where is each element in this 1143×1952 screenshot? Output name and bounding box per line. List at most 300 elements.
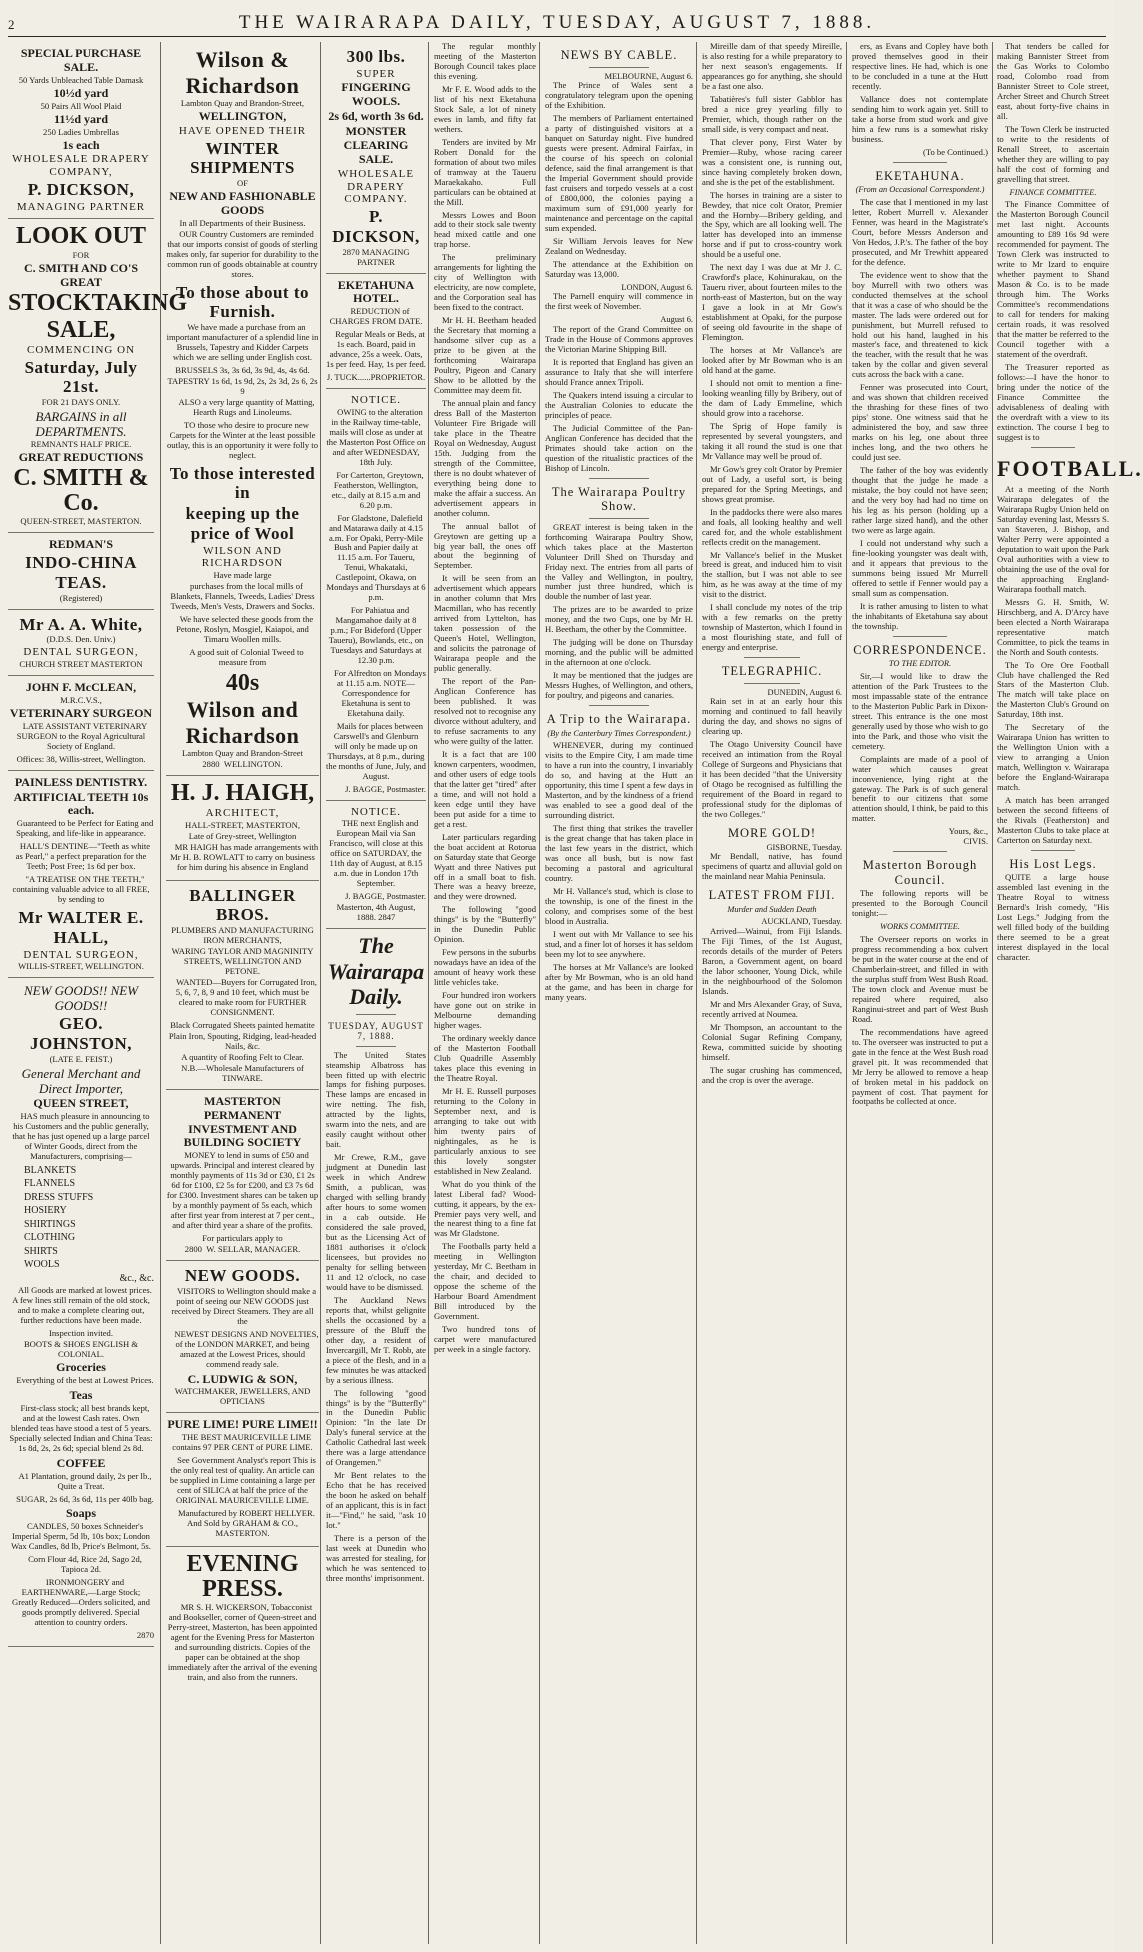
johnston-address: QUEEN STREET, — [33, 1096, 129, 1110]
football-paragraph: Messrs G. H. Smith, W. Hirschberg, and A. D'Arcy have been elected a North Wairarapa representative match Committee, to pick the teams in the North and South contests. — [997, 596, 1109, 657]
article-paragraph: The Auckland News reports that, whilst gelignite shells the occasioned by a pressure of the Bluff the other day, a resident of Invercargill, Mr T. Robb, ate a piece of the flesh, and in a few minutes he was attacked by a serious illness. — [326, 1294, 426, 1385]
wool-price: 2s 6d, worth 3s 6d. — [328, 109, 424, 124]
white-title: DENTAL SURGEON, — [23, 646, 139, 659]
fiji-subheading: Murder and Sudden Death — [727, 904, 817, 914]
lime-text: THE BEST MAURICEVILLE LIME contains 97 PER CENT of PURE LIME. — [172, 1432, 313, 1453]
dickson-number: 2870 — [342, 246, 360, 257]
divider — [1031, 447, 1076, 448]
trip-paragraph: The horses at Mr Vallance's are looked after by Mr Bowman, who is an old hand at the game, and has been in charge for many years. — [545, 961, 693, 1002]
newspaper-title: THE WAIRARAPA DAILY, TUESDAY, AUGUST 7, 1888. — [238, 12, 876, 33]
council-paragraph: The Finance Committee of the Masterton Borough Council met last night. Accounts amounting to £89 16s 9d were recommended for payment. The Town Clerk was instructed to write to Mr Izard to enquire whether payment to Shand Mason & Co. is to be made through him. The Works Committee's recommendations to call for tenders for making certain roads, it was resolved that the matter be referred to the Council together with a statement of the overdraft. — [997, 199, 1109, 359]
telegraphic-paragraph: Mr and Mrs Alexander Gray, of Suva, recently arrived at Noumea. — [702, 999, 842, 1019]
article-paragraph: Mr H. E. Russell purposes returning to the Colony in September next, and is arranging to take out with him twenty pairs of nightingales, as he is particularly anxious to see this lovely songster established in New Zealand. — [434, 1085, 536, 1176]
wr2-address: Lambton Quay and Brandon-Street — [182, 748, 303, 759]
wr2-city — [166, 760, 319, 770]
furnish-text: We have made a purchase from an important manufacturer of a splendid line in Brussels, Tapestry and Kidder Carpets which we are selling under English cost. — [166, 322, 319, 363]
haigh-name: H. J. HAIGH, — [170, 779, 315, 806]
black-iron: Black Corrugated Sheets painted hematite — [170, 1019, 315, 1030]
divider — [356, 1046, 396, 1047]
ludwig-name: C. LUDWIG & SON, — [187, 1371, 298, 1386]
trip-paragraph: In the paddocks there were also mares and foals, all looking healthy and well cared for, and the whole establishment reflects credit on the management. — [702, 506, 842, 547]
mails-text: For Carterton, Greytown, Featherston, Wellington, etc., daily at 8.15 a.m and 6.20 p.m. — [331, 469, 424, 510]
wool-plaid-line: 50 Pairs All Wool Plaid — [40, 100, 122, 111]
letter-closing: Yours, &c., — [948, 826, 988, 837]
for-word: FOR — [72, 249, 90, 260]
article-paragraph: The Footballs party held a meeting in Wellington yesterday, Mr C. Beetham in the chair, and decided to oppose the scheme of the Harbour Board Amendment Bill introduced by the Government. — [434, 1241, 536, 1322]
painless-heading: PAINLESS DENTISTRY. — [14, 774, 148, 789]
johnston-ad — [8, 978, 154, 1647]
wholesale-drapery: WHOLESALE DRAPERY COMPANY. — [337, 167, 415, 206]
wr-city: WELLINGTON, — [198, 109, 287, 123]
haigh-architect-ad — [166, 776, 319, 881]
goods-list — [8, 1165, 154, 1286]
coffee-text: A1 Plantation, ground daily, 2s per lb., Quite a Treat. — [18, 1470, 152, 1491]
teas-heading: Teas — [69, 1387, 93, 1402]
artificial-teeth: ARTIFICIAL TEETH 10s each. — [13, 789, 149, 818]
painless-dentistry-ad — [8, 771, 154, 979]
dickson-name-2: P. DICKSON, — [332, 207, 420, 246]
trip-paragraph: Mr H. Vallance's stud, which is close to the township, is one of the finest in the colony, and comprises some of the best blood in Australia. — [545, 885, 693, 926]
article-paragraph: Messrs Lowes and Boon add to their stock sale twenty head mixed cattle and one trap horse. — [434, 209, 536, 250]
wr-signature: WILSON AND RICHARDSON — [201, 544, 284, 570]
wr2-number: 2880 — [202, 759, 220, 769]
list-item: SHIRTINGS — [24, 1218, 76, 1230]
ballinger-address: WARING TAYLOR AND MAGNINITY STREETS, WELLINGTON AND PETONE. — [171, 946, 314, 977]
article-paragraph: Two hundred tons of carpet were manufactured per week in a single factory. — [434, 1324, 536, 1355]
list-item: SHIRTS — [24, 1245, 58, 1257]
umbrellas-line: 250 Ladies Umbrellas — [43, 126, 119, 137]
more-gold-heading: MORE GOLD! — [727, 826, 817, 841]
mails-more-2: For Pahiatua and Mangamahoe daily at 8 p.m.; For Bideford (Upper Taueru), Bowlands, etc., on Tuesdays and Saturdays at 12.30 p.m. — [328, 605, 424, 666]
trip-subheading: (By the Canterbury Times Correspondent.) — [547, 728, 691, 738]
trip-paragraph: Mr Vallance's belief in the Musket breed is great, and induced him to visit the stallion, but I was not able to see him, as he was away at the time of my visit to the district. — [702, 549, 842, 600]
newest-text: NEWEST DESIGNS AND NOVELTIES, of the LONDON MARKET, and being amazed at the Lowest Prices, should commend ready sale. — [174, 1328, 319, 1369]
hall-address: WILLIS-STREET, WELLINGTON. — [18, 961, 144, 972]
haigh-text: MR HAIGH has made arrangements with Mr H. B. ROWLATT to carry on business for him during his absence in England — [170, 841, 319, 872]
departments-line: In all Departments of their Business. — [179, 217, 306, 228]
article-paragraph: Mr Crewe, R.M., gave judgment at Dunedin last week in which Andrew Smith, a publican, was charged with selling brandy after hours to some women in a cab outside. He considered the sale proved, but as the Licensing Act of 1881 authorises it o'clock licensees, but provides no penalty for selling between 11 and 12 o'clock, no case would have to be dismissed. — [326, 1152, 426, 1292]
selected-text: We have selected these goods from the Petone, Roslyn, Mosgiel, Kaiapoi, and Timaru Woollen mills. — [176, 613, 314, 644]
english-mail-ad — [326, 801, 426, 929]
white-degree: (D.D.S. Den. Univ.) — [46, 634, 116, 645]
cable-paragraph: The members of Parliament entertained a party of distinguished visitors at a banquet on Saturday night. Five hundred guests were present. Admiral Fairfax, in the course of his speech on colonial defence, said the final arrangement is that the Imperial Government should provide fast cruisers and torpedo vessels at a cost of £800,000, the colonies paying a maximum sum of £91,000 yearly for maintenance and percentage on the capital sum expended. — [545, 113, 693, 233]
society-name: MASTERTON PERMANENT INVESTMENT AND BUILDING SOCIETY — [183, 1093, 302, 1150]
sugar-text: SUGAR, 2s 6d, 3s 6d, 11s per 40lb bag. — [16, 1493, 154, 1504]
stocktaking-heading: STOCKTAKING — [8, 290, 188, 317]
telegraphic-heading: TELEGRAPHIC. — [721, 664, 823, 679]
divider — [1031, 850, 1076, 851]
council-paragraph: The Treasurer reported as follows:—I have the honor to bring under the notice of the Finance Committee the advisableness of dealing with the overdraft with a view to its extinction. The course I beg to suggest is to — [997, 361, 1109, 442]
cable-paragraph: The Parnell enquiry will commence in the first week of November. — [545, 291, 693, 312]
vet-text: LATE ASSISTANT VETERINARY SURGEON to the Royal Agricultural Society of England. — [16, 720, 148, 751]
list-item: CLOTHING — [24, 1232, 76, 1244]
wr-brand: Wilson & Richardson — [185, 47, 300, 98]
article-paragraph: It will be seen from an advertisement which appears in another column that Mrs Macmillan, who has recently arrived from Lyttelton, has taken possession of the Queen's Hotel, Wellington, and solicits the patronage of Wairarapa people and the public generally. — [434, 573, 536, 674]
evening-press-heading: EVENING PRESS. — [186, 1550, 299, 1603]
article-paragraph: The annual plain and fancy dress Ball of the Masterton Volunteer Fire Brigade will take place in the Theatre Royal on Wednesday, August 15th. Judging from the strength of the Committee, there is no doubt whatever of everything being done to make the affair a success. An advertisement appears in another column. — [434, 397, 536, 518]
article-paragraph: The following "good things" is by the "Butterfly" in the Dunedin Public Opinion: "In the late Dr Daly's funeral service at the Catholic Cathedral last week there was a large attendance of Orangemen." — [326, 1387, 426, 1468]
redmans-teas-ad — [8, 533, 154, 609]
great-word: GREAT — [60, 275, 102, 290]
show-paragraph: It may be mentioned that the judges are Messrs Hughes, of Wellington, and others, for poultry, and pigeons and canaries. — [545, 670, 693, 701]
article-paragraph: The United States steamship Albatross has been fitted up with electric lamps for fishing purposes. These lamps are encased in wire netting. The fish, attracted by the lights, swarm into the nets, and are easily caught without other bait. — [326, 1049, 426, 1150]
commencing-on: COMMENCING ON — [26, 343, 136, 356]
keeping-heading: keeping up the price of Wool — [185, 504, 300, 543]
inspection-invited: Inspection invited. — [49, 1328, 113, 1339]
football-heading: FOOTBALL. — [997, 455, 1143, 481]
haigh-address: HALL-STREET, MASTERTON, — [185, 819, 300, 830]
works-committee-heading: WORKS COMMITTEE. — [879, 922, 961, 932]
column-6-trip-continued — [696, 42, 847, 1944]
show-paragraph: GREAT interest is being taken in the forthcoming Wairarapa Poultry Show, which takes place at the Masterton Volunteer Drill Shed on Thursday and Friday next. The entries from all parts of the Valley and Wellington, in poultry, number just three hundred, which is double the number of last year. — [545, 521, 693, 602]
to-be-continued: (To be Continued.) — [922, 146, 988, 157]
cable-paragraph: The Judicial Committee of the Pan-Anglican Conference has decided that the Primates should take action on the question of the ritualistic practices of the Bishop of Lincoln. — [545, 422, 693, 473]
divider — [744, 683, 800, 684]
ballinger-name: BALLINGER BROS. — [189, 885, 296, 925]
boots-shoes: BOOTS & SHOES ENGLISH & COLONIAL. — [23, 1339, 139, 1360]
list-tail: &c., &c. — [119, 1272, 154, 1284]
white-address: CHURCH STREET MASTERTON — [19, 659, 143, 670]
page-number-right — [1046, 33, 1106, 36]
groceries-heading: Groceries — [56, 1360, 106, 1375]
council-paragraph: The Town Clerk be instructed to write to the residents of Renall Street, to ascertain whether they are willing to pay half the cost of forming and gravelling that street. — [997, 123, 1109, 184]
council-paragraph: The recommendations have agreed to. The overseer was instructed to put a gate in the fence at the West Bush road gravel pit. It was recommended that Mr Jerry be allowed to remove a heap of broken metal in his paddock on payment of cost. That payment for footpaths be collected at once. — [852, 1026, 988, 1107]
ad-number: 2870 — [136, 1630, 154, 1641]
london-dateline: LONDON, August 6. — [621, 282, 693, 292]
johnston-name: GEO. JOHNSTON, — [30, 1014, 132, 1054]
carpets-text: TO those who desire to procure new Carpets for the Winter at the least possible outlay, this is an opportunity it were folly to neglect. — [166, 419, 318, 460]
reduction-text: REDUCTION of CHARGES FROM DATE. — [329, 306, 423, 327]
article-paragraph: It is a fact that are 100 known carpenters, woodmen, and other users of edge tools that the latter get "tired" after a time, and will not hold a keen edge until they have been put aside for a time to get a rest. — [434, 748, 536, 829]
money-text: MONEY to lend in sums of £50 and upwards. Principal and interest cleared by monthly payments of 11s 3d or £30, £1 2s 6d for £100, £2 5s for £200, and £3 7s 6d for £300. Investment shares can be taken up by a monthly payment of 5s each, which after first year from interest at 7 per cent., and after third year a share of the profits. — [166, 1150, 319, 1231]
melbourne-dateline: MELBOURNE, August 6. — [604, 71, 693, 81]
trip-paragraph: Mr Gow's grey colt Orator by Premier out of Lady, a useful sort, is being prepared for the Spring Meetings, and shows great promise. — [702, 463, 842, 504]
divider — [893, 851, 947, 852]
umbrella-price: 1s each — [62, 137, 100, 152]
article-paragraph: There is a person of the last week at Dunedin who was arrested for stealing, for which he was sentenced to three months' imprisonment. — [326, 1533, 426, 1583]
trip-paragraph: The horses in training are a sister to Bewdey, that nice colt Orator, Premier and the Hornby—Bribery gelding, and the Spy, which are all looking well. The latter has developed into an immense horse and if put to cross-country work should be a useful one. — [702, 189, 842, 260]
sellar-name: W. SELLAR, MANAGER. — [206, 1244, 301, 1255]
column-2-advertisements — [160, 42, 324, 1944]
purchases-text: purchases from the local mills of Blankets, Flannels, Tweeds, Ladies' Dress Tweeds, Men's Vests, Drawers and Socks. — [170, 581, 315, 611]
council-paragraph: The Overseer reports on works in progress recommending a box culvert be put in the water course at the end of Chamberlain-street, and filled in with the surplus stuff from West Bush Road. The town clock and Avenue must be repaired where required, also Ranginui-street and part of West Bush Road. — [852, 933, 988, 1024]
meals-text: Regular Meals or Beds, at 1s each. Board, paid in advance, 25s a week. Oats, 1s per feed. Hay, 1s per feed. — [326, 329, 426, 370]
trip-paragraph: The first thing that strikes the traveller is the great change that has taken place in the last few years in the district, which was once all bush, but is now fast becoming a pastoral and agricultural country. — [545, 823, 693, 883]
particulars: For particulars apply to — [202, 1233, 283, 1244]
smith-company-name: C. SMITH AND CO'S — [23, 260, 139, 275]
wool-price: 11½d yard — [53, 111, 108, 126]
white-dentist-ad — [8, 610, 154, 676]
visitors-text: VISITORS to Wellington should make a point of seeing our NEW GOODS just received by Direct Steamers. They are all the — [171, 1285, 317, 1326]
eketahuna-paragraph: The evidence went to show that the boy Murrell with two others was conducted themselves at the school that it was a case of who should be the master. The lads were ordered out for punishment, but Murrell refused to hold out his hand, laughed in his master's face, and threatened to kick the teacher, with the result that he was taken by the collar and given several cuts across the back with a cane. — [852, 269, 988, 380]
ballinger-sub: PLUMBERS AND MANUFACTURING IRON MERCHANTS, — [171, 925, 314, 946]
article-paragraph: The preliminary arrangements for lighting the city of Wellington with electricity, are now complete, and the Corporation seal has been fixed to the contract. — [434, 252, 536, 313]
cable-paragraph: It is reported that England has given an assurance to Italy that she will interfere should France annex Tripoli. — [545, 357, 693, 387]
cable-paragraph: Sir William Jervois leaves for New Zealand on Wednesday. — [545, 235, 693, 256]
damask-line: 50 Yards Unbleached Table Damask — [18, 74, 144, 85]
stocktaking-sale-ad — [8, 219, 188, 533]
sellar-sig — [166, 1245, 319, 1255]
council-paragraph: The following reports will be presented to the Borough Council tonight:— — [852, 888, 988, 919]
damask-price: 10½d yard — [53, 85, 109, 100]
bagge-sig-2: J. BAGGE, Postmaster. — [345, 891, 426, 902]
ludwig-title: WATCHMAKER, JEWELLERS, AND OPTICIANS — [174, 1386, 311, 1407]
wholesale-drapery-company: WHOLESALE DRAPERY COMPANY, — [12, 153, 150, 179]
divider — [589, 67, 648, 68]
lbs-heading: 300 lbs. — [346, 47, 406, 66]
graham-text: Manufactured by ROBERT HELLYER. And Sold by GRAHAM & CO., MASTERTON. — [178, 1508, 315, 1538]
evening-press-ad — [166, 1547, 319, 1690]
notice-heading: NOTICE. — [350, 394, 402, 407]
monster-sale: MONSTER CLEARING SALE. — [343, 124, 409, 166]
tuck-proprietor: J. TUCK......PROPRIETOR. — [326, 372, 426, 383]
white-name: Mr A. A. White, — [19, 614, 143, 634]
football-paragraph: The Secretary of the Wairarapa Union has written to the Wellington Union with a view to arranging a Union match, Wellington v. Wairarapa before the England-Wairarapa match. — [997, 722, 1109, 793]
general-merchant: General Merchant and Direct Importer, — [21, 1065, 141, 1096]
editorial-date: TUESDAY, AUGUST 7, 1888. — [328, 1020, 424, 1042]
new-goods-heading: NEW GOODS!! NEW GOODS!! — [23, 983, 139, 1014]
trip-paragraph: I should not omit to mention a fine-looking weanling filly by Bribery, out of the dam of Lady Emmeline, which should grow into a racehorse. — [702, 378, 842, 418]
trip-heading: A Trip to the Wairarapa. — [546, 712, 692, 727]
english-mail-text: THE next English and European Mail via San Francisco, will close at this office on SATURDAY, the 11th day of August, at 8.15 a.m. due in London 17th September. — [329, 818, 423, 889]
interested-heading: To those interested in — [169, 463, 316, 503]
eketahuna-paragraph: The father of the boy was evidently thought that the judge he made a mistake, the boy could not have seen; and the very boy had had no time on his leg as his person (holding up a rather large sized hand), and the other two were as large again. — [852, 465, 988, 535]
bargains-line: BARGAINS in all DEPARTMENTS. — [35, 408, 127, 439]
haigh-title: ARCHITECT, — [205, 807, 280, 820]
football-paragraph: The To Ore Ore Football Club have challenged the Red Stars of the Masterton Club. The match will take place on the Masterton Club's Ground on Saturday, 18th inst. — [997, 659, 1109, 720]
lime-more: See Government Analyst's report This is the only real test of quality. An article can be supplied in Lime containing a large per cent of SILICA at half the price of the ORIGINAL MAURICEVILLE LIME. — [169, 1455, 316, 1506]
mclean-vet-ad — [8, 676, 154, 771]
telegraphic-paragraph: Rain set in at an early hour this morning and continued to fall heavily during the day, and shows no signs of clearing up. — [702, 696, 842, 737]
cable-paragraph: The attendance at the Exhibition on Saturday was 13,000. — [545, 258, 693, 279]
cornflour-text: Corn Flour 4d, Rice 2d, Sago 2d, Tapioca 2d. — [28, 1554, 142, 1575]
ludwig-ad — [166, 1261, 319, 1413]
johnston-text: HAS much pleasure in announcing to his Customers and the public generally, that he has just opened up a large parcel of Winter Goods, direct from the Manufacturers, comprising— — [12, 1110, 150, 1161]
eketahuna-paragraph: The case that I mentioned in my last letter, Robert Murrell v. Alexander Fenner, was heard in the Magistrate's Court, before Messrs Anderson and Von Hedos, J.P.'s. The father of the boy prosecuted, and Mr Trewhitt appeared for the defence. — [852, 196, 988, 267]
special-purchase-heading: SPECIAL PURCHASE SALE. — [20, 46, 142, 74]
article-paragraph: ers, as Evans and Copley have both proved themselves good in their respective lines. He had, which is one to be concluded in a tune at the Hutt recently. — [852, 41, 988, 91]
teas-text: First-class stock; all best brands kept, and at the lowest Cash rates. Own blended teas have stood a test of 5 years. Specially selected Indian and China Teas: 1s 8d, 2s, 2s 6d; special blend 2s 8d. — [9, 1402, 153, 1453]
brussels-prices: BRUSSELS 3s, 3s 6d, 3s 9d, 4s, 4s 6d. — [175, 365, 310, 375]
notice-heading-2: NOTICE. — [350, 805, 402, 818]
trip-paragraph: Tabatières's full sister Gabblor has bred a nice grey yearling filly to Premier, which, though rather on the small side, is very compact and neat. — [702, 93, 842, 134]
candles-text: CANDLES, 50 boxes Schneider's Imperial Sperm, 5d lb, 10s box; London Wax Candles, 8d lb, Price's Belmont, 5s. — [11, 1521, 151, 1552]
article-paragraph: Four hundred iron workers have gone out on strike in Melbourne demanding higher wages. — [434, 990, 536, 1031]
letter-paragraph: Complaints are made of a pool of water which causes great inconvenience, lying right at the gateway. The Park is of such general benefit to our citizens that some attention should, I think, be paid to this matter. — [852, 753, 988, 824]
article-paragraph: The annual ballot of Greytown are getting up a big year ball, the ones off about the beginning of September. — [434, 520, 536, 571]
list-item: HOSIERY — [24, 1205, 67, 1217]
of-word: OF — [237, 178, 248, 189]
wilson-richardson-ad — [166, 42, 319, 776]
gisborne-dateline: GISBORNE, Tuesday. — [766, 842, 842, 852]
groceries-text: Everything of the best at Lowest Prices. — [16, 1374, 154, 1385]
divider — [893, 636, 947, 637]
football-paragraph: At a meeting of the North Wairarapa delegates of the Wairarapa Rugby Union held on Saturday evening last, Messrs S. van Staveren, J. Bishop, and Walter Perry were appointed a deputation to wait upon the Park Oval authorities with a view to obtaining the use of the oval for the approaching England-Wairarapa football match. — [997, 484, 1109, 594]
telegraphic-paragraph: The sugar crushing has commenced, and the crop is over the average. — [702, 1064, 842, 1085]
finance-committee-heading: FINANCE COMMITTEE. — [1009, 187, 1097, 197]
evening-text: MR S. H. WICKERSON, Tobacconist and Bookseller, corner of Queen-street and Perry-street, Masterton, has been appointed agent for the Evening Press for Masterton and surrounding districts. Copies of the paper can be obtained at the shop immediately after the arrival of the evening train, and also from the runners. — [167, 1602, 318, 1683]
trip-paragraph: The horses at Mr Vallance's are looked after by Mr Bowman who is an old hand at the game. — [702, 345, 842, 376]
have-made: Have made large — [213, 570, 272, 581]
telegraphic-paragraph: Mr Bendall, native, has found specimens of quartz and alluvial gold on the mainland near Mahia Peninsula. — [702, 851, 842, 882]
show-paragraph: The judging will be done on Thursday morning, and the public will be admitted in the afternoon at one o'clock. — [545, 637, 693, 668]
also-text: ALSO a very large quantity of Matting, Hearth Rugs and Linoleums. — [178, 396, 315, 417]
column-7-eketahuna — [846, 42, 993, 1944]
divider — [893, 162, 947, 163]
list-item: DRESS STUFFS — [24, 1191, 94, 1203]
fiji-heading: LATEST FROM FIJI. — [708, 888, 836, 903]
tinware-note: N.B.—Wholesale Manufacturers of TINWARE. — [181, 1062, 304, 1083]
article-paragraph: Mr H. H. Beetham headed the Secretary that morning a handsome silver cup as a prize to be given at the forthcoming Wairarapa Poultry, Pigeon and Canary Show to be allotted by the Committee may deem fit. — [434, 315, 536, 395]
vet-office: Offices: 38, Willis-street, Wellington. — [16, 753, 146, 764]
divider — [589, 705, 648, 706]
trip-paragraph: The next day I was due at Mr J. C. Crawford's place, Kohinurakau, on the Taueru river, about fourteen miles to the north-east of Masterton, but on the way I gave a look in at Mr Gow's establishment at Opaki, for the purpose of seeing old favourite in the shape of Flemington. — [702, 262, 842, 343]
indo-china-teas: INDO-CHINA TEAS. — [25, 553, 137, 592]
mclean-name: JOHN F. McCLEAN, — [25, 680, 137, 694]
eketahuna-hotel-ad — [326, 274, 426, 390]
show-paragraph: The prizes are to be awarded to prize money, and the two Cups, one by Mr H. H. Beetham, the other by the Committee. — [545, 604, 693, 635]
wanted-text: WANTED—Buyers for Corrugated Iron, 5, 6, 7, 8, 9 and 10 feet, which must be cleared to make room for FURTHER CONSIGNMENT. — [175, 977, 317, 1017]
wr2-brand: Wilson and Richardson — [185, 697, 300, 748]
article-paragraph: Mr Bent relates to the Echo that he has received the boon he asked on behalf of an applicant, this is in fact it—"Find," he said, "ask 10 lot." — [326, 1470, 426, 1531]
page-number: 2 — [8, 17, 15, 32]
list-item: FLANNELS — [24, 1178, 76, 1190]
new-goods-line: NEW AND FASHIONABLE GOODS — [169, 189, 316, 217]
mclean-degree: M.R.C.V.S., — [60, 694, 102, 705]
divider — [589, 478, 648, 479]
smith-co-name: C. SMITH & Co. — [13, 464, 149, 517]
column-1-advertisements — [8, 42, 188, 1944]
tapestry-prices: TAPESTRY 1s 6d, 1s 9d, 2s, 2s 3d, 2s 6, 2s 9 — [167, 375, 318, 396]
date-text: Masterton, 4th August, 1888. — [336, 902, 416, 923]
mail-notice-ad — [326, 389, 426, 801]
wr-address: Lambton Quay and Brandon-Street, — [180, 98, 305, 109]
article-paragraph: The regular monthly meeting of the Masterton Borough Council takes place this evening. — [434, 41, 536, 81]
furnish-heading: To those about to Furnish. — [175, 282, 310, 322]
review-paragraph: QUITE a large house assembled last evening in the Theatre Royal to witness Bernard's Irish comedy, "His Lost Legs." Judging from the well filled body of the building there seemed to be a great interest displayed in the local character. — [997, 872, 1109, 963]
cable-heading: NEWS BY CABLE. — [560, 48, 678, 62]
managing-partner-2: MANAGING PARTNER — [357, 246, 410, 267]
trip-paragraph: WHENEVER, during my continued visits to the Empire City, I am made time to have a run into the country, I invariably do so, and having at the Hutt an opportunity, this time I spent a few days in Masterton, and by the kindness of a friend was enabled to see a good deal of the surrounding district. — [545, 740, 693, 821]
column-3 — [320, 42, 431, 1944]
redmans-heading: REDMAN'S — [48, 537, 113, 552]
article-paragraph: Later particulars regarding the boat accident at Rotorua on Saturday state that George Wyatt and three Natives put off in a small boat to fish. There was a heavy breeze, and they were drowned. — [434, 831, 536, 902]
johnston-text-2: All Goods are marked at lowest prices. A few lines still remain of the old stock, and to make a complete clearing out, further reductions have been made. — [12, 1285, 152, 1326]
remnants-line: REMNANTS HALF PRICE. — [30, 439, 132, 450]
hotel-heading: EKETAHUNA HOTEL. — [337, 277, 415, 306]
country-customers-text: OUR Country Customers are reminded that our imports consist of goods of sterling makes only, far superior for durability to the common run of goods obtainable at country stores. — [166, 228, 319, 279]
coffee-heading: COFFEE — [56, 1455, 106, 1470]
treatise-text: "A TREATISE ON THE TEETH," containing valuable advice to all FREE, by sending to — [12, 874, 150, 905]
dickson-name: P. DICKSON, — [27, 179, 135, 199]
eketahuna-paragraph: Fenner was prosecuted into Court, and was shown that children received the thrashing for these fines of two pips' stone. One witness said that he administered the boy, and saw three marks on his leg, one about three inches long, and the two others he could just see. — [852, 382, 988, 463]
trip-paragraph: I shall conclude my notes of the trip with a few remarks on the pretty township of Masterton, which I found in a most flourishing state, and full of energy and enterprise. — [702, 602, 842, 653]
tweed-text: A good suit of Colonial Tweed to measure from — [189, 646, 304, 667]
new-goods-heading-2: NEW GOODS. — [184, 1266, 301, 1286]
fingering-wools: FINGERING WOOLS. — [341, 80, 411, 109]
mails-cont: Mails for places between Carswell's and Glenburn will only be made up on Thursdays, at 8 p.m., during the months of June, July, and August. — [326, 720, 426, 781]
days-only: FOR 21 DAYS ONLY. — [41, 396, 121, 407]
divider — [589, 518, 648, 519]
dunedin-dateline: DUNEDIN, August 6. — [767, 687, 842, 697]
sale-heading: SALE, — [46, 316, 116, 343]
trip-paragraph: The Sprig of Hope family is represented by several youngsters, and taking it all round the stud is one that Mr Vallance may well be proud of. — [702, 420, 842, 461]
dickson-sig — [326, 248, 426, 268]
managing-partner: MANAGING PARTNER — [16, 200, 146, 213]
column-5-cable-news — [539, 42, 698, 1944]
sellar-number: 2800 — [184, 1244, 202, 1255]
johnston-late: (LATE E. FEIST.) — [49, 1053, 113, 1064]
ballinger-ad — [166, 881, 319, 1090]
teeth-text: Guaranteed to be Perfect for Eating and Speaking, and life-like in appearance. — [16, 818, 154, 839]
lost-legs-heading: His Lost Legs. — [1009, 856, 1097, 871]
borough-council-heading: Masterton Borough Council. — [862, 858, 978, 887]
eketahuna-paragraph: It is rather amusing to listen to what the inhabitants of Eketahuna say about the township. — [852, 600, 988, 631]
article-paragraph: The report of the Pan-Anglican Conference has been published. It was resolved not to recognise any divorce without adultery, and to refuse sacraments to any who were guilty of the latter. — [434, 676, 536, 746]
correspondence-heading: CORRESPONDENCE. — [853, 642, 987, 657]
column-8-council-continued — [992, 41, 1143, 1944]
masthead — [8, 6, 1106, 37]
telegraphic-paragraph: Arrived—Wainui, from Fiji Islands. The Fiji Times, of the 1st August, records details of the murder of Peters Baron, a Government agent, on board the labor schooner, Young Dick, while in the neighbourhood of the Solomon Islands. — [702, 926, 842, 997]
notice-number: 2847 — [378, 912, 396, 923]
cable-paragraph: The Quakers intend issuing a circular to the Australian Colonies to educate the principles of peace. — [545, 389, 693, 420]
column-4-local-news — [428, 42, 541, 1944]
article-paragraph: The ordinary weekly dance of the Masterton Football Club Quadrille Assembly takes place this evening in the Theatre Royal. — [434, 1033, 536, 1083]
article-paragraph: Few persons in the suburbs nowadays have an idea of the amount of heavy work these little vehicles take. — [434, 947, 536, 988]
council-paragraph: That tenders be called for making Bannister Street from the Gas Works to Colombo road, Colombo road from Bannister Street to Cole street, Archer Street and Church Street east, about forty-five chains in all. — [997, 41, 1109, 121]
hall-name: Mr WALTER E. HALL, — [18, 908, 144, 947]
special-purchase-ad — [8, 42, 154, 219]
eketahuna-heading: EKETAHUNA. — [875, 168, 965, 183]
winter-shipments: WINTER SHIPMENTS — [190, 138, 295, 178]
building-society-ad — [166, 1090, 319, 1261]
pure-lime-heading: PURE LIME! PURE LIME!! — [167, 1417, 318, 1432]
notice-date — [326, 903, 426, 923]
price-40s: 40s — [225, 669, 260, 696]
lime-ad — [166, 1413, 319, 1547]
notice-text: OWING to the alteration in the Railway time-table, mails will close as under at the Masterton Post Office on and after WEDNESDAY, 18th July. — [326, 406, 426, 467]
article-paragraph: Mr F. E. Wood adds to the list of his next Eketahuna Stock Sale, a lot of ninety ewes in lamb, and fifty fat wethers. — [434, 83, 536, 134]
trip-paragraph: That clever pony, First Water by Premier—Ruby, whose racing career was a consistent one, is running out, since having completely broken down, and she is the pet of the establishment. — [702, 136, 842, 187]
saturday-date: Saturday, July 21st. — [24, 357, 138, 397]
trip-paragraph: Mireille dam of that speedy Mireille, is also resting for a while preparatory to her next season's engagements. If appearances go for anything, she should be a fast one also. — [702, 41, 842, 91]
super-word: SUPER — [356, 67, 396, 80]
article-paragraph: What do you think of the latest Liberal fad? Wood-cutting, it appears, by the ex-Premier pays very well, and the nearest thing to a fine fat was Mr Gladstone. — [434, 1178, 536, 1239]
look-out-heading: LOOK OUT — [15, 223, 147, 250]
fingering-wool-ad — [326, 42, 426, 274]
eketahuna-paragraph: I could not understand why such a fine-looking youngster was dealt with, and it appears that previous to the summons being issued Mr Murrell offered to settle if Fenner would pay a small sum as compensation. — [852, 537, 988, 598]
plain-iron: Plain Iron, Spouting, Ridging, lead-headed Nails, &c. — [168, 1030, 317, 1051]
queen-street-address: QUEEN-STREET, MASTERTON. — [20, 516, 142, 527]
wr2-city-name: WELLINGTON. — [223, 759, 283, 769]
second-dateline: August 6. — [660, 315, 693, 325]
haigh-late: Late of Grey-street, Wellington — [188, 830, 297, 841]
cable-paragraph: The Prince of Wales sent a congratulatory telegram upon the opening of the Exhibition. — [545, 80, 693, 111]
hall-title: DENTAL SURGEON, — [23, 948, 139, 961]
soaps-heading: Soaps — [65, 1506, 97, 1521]
dentine-text: HALL'S DENTINE—"Teeth as white as Pearl," a perfect preparation for the Teeth; Post Free; 1s 6d per box. — [15, 841, 151, 872]
auckland-dateline: AUCKLAND, Tuesday. — [761, 917, 842, 927]
article-paragraph: Vallance does not contemplate sending him to work again yet. Still to take a horse from stud work and give him a few runs is a somewhat risky business. — [852, 93, 988, 144]
list-item: BLANKETS — [24, 1164, 77, 1176]
eketahuna-subheading: (From an Occasional Correspondent.) — [855, 185, 985, 195]
article-paragraph: The following "good things" is by the "Butterfly" in the Dunedin Public Opinion. — [434, 904, 536, 945]
article-paragraph: Tenders are invited by Mr Robert Donald for the formation of about two miles of tramway at the Taueru Maraekakaho. Full particulars can be obtained at the Mill. — [434, 136, 536, 207]
vet-heading: VETERINARY SURGEON — [9, 705, 153, 720]
to-the-editor: TO THE EDITOR. — [888, 659, 952, 669]
letter-signature: CIVIS. — [963, 836, 988, 847]
football-paragraph: A match has been arranged between the second fifteens of the Rivals (Featherston) and Masterton Clubs to take place at Carterton on Saturday next. — [997, 795, 1109, 846]
